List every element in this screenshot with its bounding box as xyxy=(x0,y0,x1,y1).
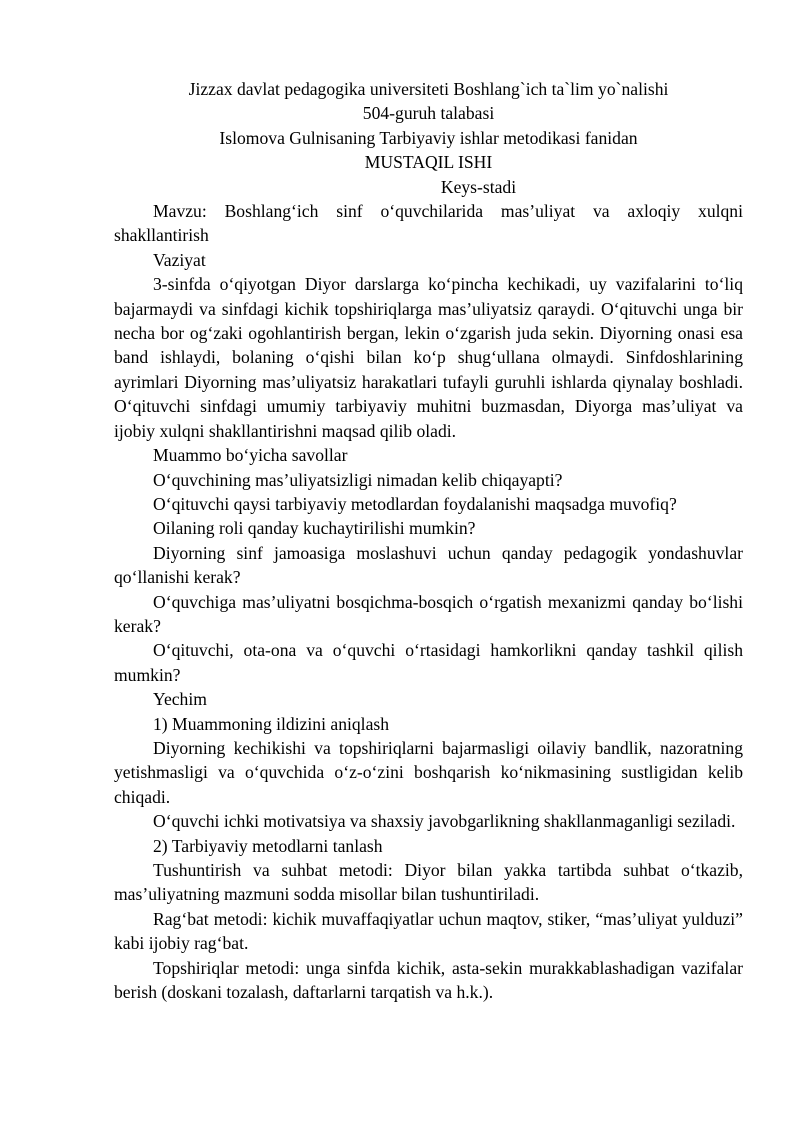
solution-step1-paragraph: O‘quvchi ichki motivatsiya va shaxsiy javobgarlikning shakllanmaganligi seziladi. xyxy=(153,811,736,832)
question-item: O‘qituvchi, ota-ona va o‘quvchi o‘rtasidagi hamkorlikni qanday tashkil qilish mumkin? xyxy=(114,640,743,685)
header-university: Jizzax davlat pedagogika universiteti Boshlang`ich ta`lim yo`nalishi xyxy=(188,79,669,99)
topic: Mavzu: Boshlang‘ich sinf o‘quvchilarida mas’uliyat va axloqiy xulqni shakllantirish xyxy=(114,201,743,246)
solution-step2-paragraph: Topshiriqlar metodi: unga sinfda kichik, asta-sekin murakkablashadigan vazifalar berish (doskani tozalash, daftarlarni tarqatish va h.k.). xyxy=(114,957,743,1003)
solution-step1-heading: 1) Muammoning ildizini aniqlash xyxy=(153,713,390,734)
question-item: Diyorning sinf jamoasiga moslashuvi uchun qanday pedagogik yondashuvlar qo‘llanishi kerak? xyxy=(114,542,743,588)
header-group: 504-guruh talabasi xyxy=(362,103,495,124)
solution-step2-paragraph: Tushuntirish va suhbat metodi: Diyor bilan yakka tartibda suhbat o‘tkazib, mas’uliyatning mazmuni sodda misollar bilan tushuntiriladi. xyxy=(114,860,743,905)
header-work-type: MUSTAQIL ISHI xyxy=(364,152,493,173)
solution-step1-paragraph: Diyorning kechikishi va topshiriqlarni bajarmasligi oilaviy bandlik, nazoratning yetishmasligi va o‘quvchida o‘z-o‘zini boshqarish ko‘nikmasining sustligidan kelib chiqadi. xyxy=(114,737,743,807)
situation-text: 3-sinfda o‘qiyotgan Diyor darslarga ko‘pincha kechikadi, uy vazifalarini to‘liq bajarmaydi va sinfdagi kichik topshiriqlarga mas’uliyatsiz qaraydi. O‘qituvchi unga bir necha bor og‘zaki ogohlantirish bergan, lekin o‘zgarish juda sekin. Diyorning onasi esa band ishlaydi, bolaning o‘qishi bilan ko‘p shug‘ullana olmaydi. Sinfdoshlarining ayrimlari Diyorning mas’uliyatsiz harakatlari tufayli guruhli ishlarda qiynalay boshladi. O‘qituvchi sinfdagi umumiy tarbiyaviy muhitni buzmasdan, Diyorga mas’uliyat va ijobiy xulqni shakllantirishni maqsad qilib oladi. xyxy=(114,274,743,441)
question-item: O‘quvchining mas’uliyatsizligi nimadan kelib chiqayapti? xyxy=(153,469,563,490)
solution-step2-paragraph: Rag‘bat metodi: kichik muvaffaqiyatlar uchun maqtov, stiker, “mas’uliyat yulduzi” kabi ijobiy rag‘bat. xyxy=(114,908,743,954)
solution-heading: Yechim xyxy=(153,689,207,710)
question-item: O‘quvchiga mas’uliyatni bosqichma-bosqich o‘rgatish mexanizmi qanday bo‘lishi kerak? xyxy=(114,591,743,636)
header-student: Islomova Gulnisaning Tarbiyaviy ishlar metodikasi fanidan xyxy=(219,127,638,148)
solution-step2-heading: 2) Tarbiyaviy metodlarni tanlash xyxy=(153,835,383,856)
situation-heading: Vaziyat xyxy=(153,249,206,270)
question-item: O‘qituvchi qaysi tarbiyaviy metodlardan foydalanishi maqsadga muvofiq? xyxy=(153,493,677,514)
questions-heading: Muammo bo‘yicha savollar xyxy=(153,445,348,466)
question-item: Oilaning roli qanday kuchaytirilishi mumkin? xyxy=(153,518,476,539)
header-case-study: Keys-stadi xyxy=(440,176,517,197)
document-page xyxy=(114,77,743,1004)
